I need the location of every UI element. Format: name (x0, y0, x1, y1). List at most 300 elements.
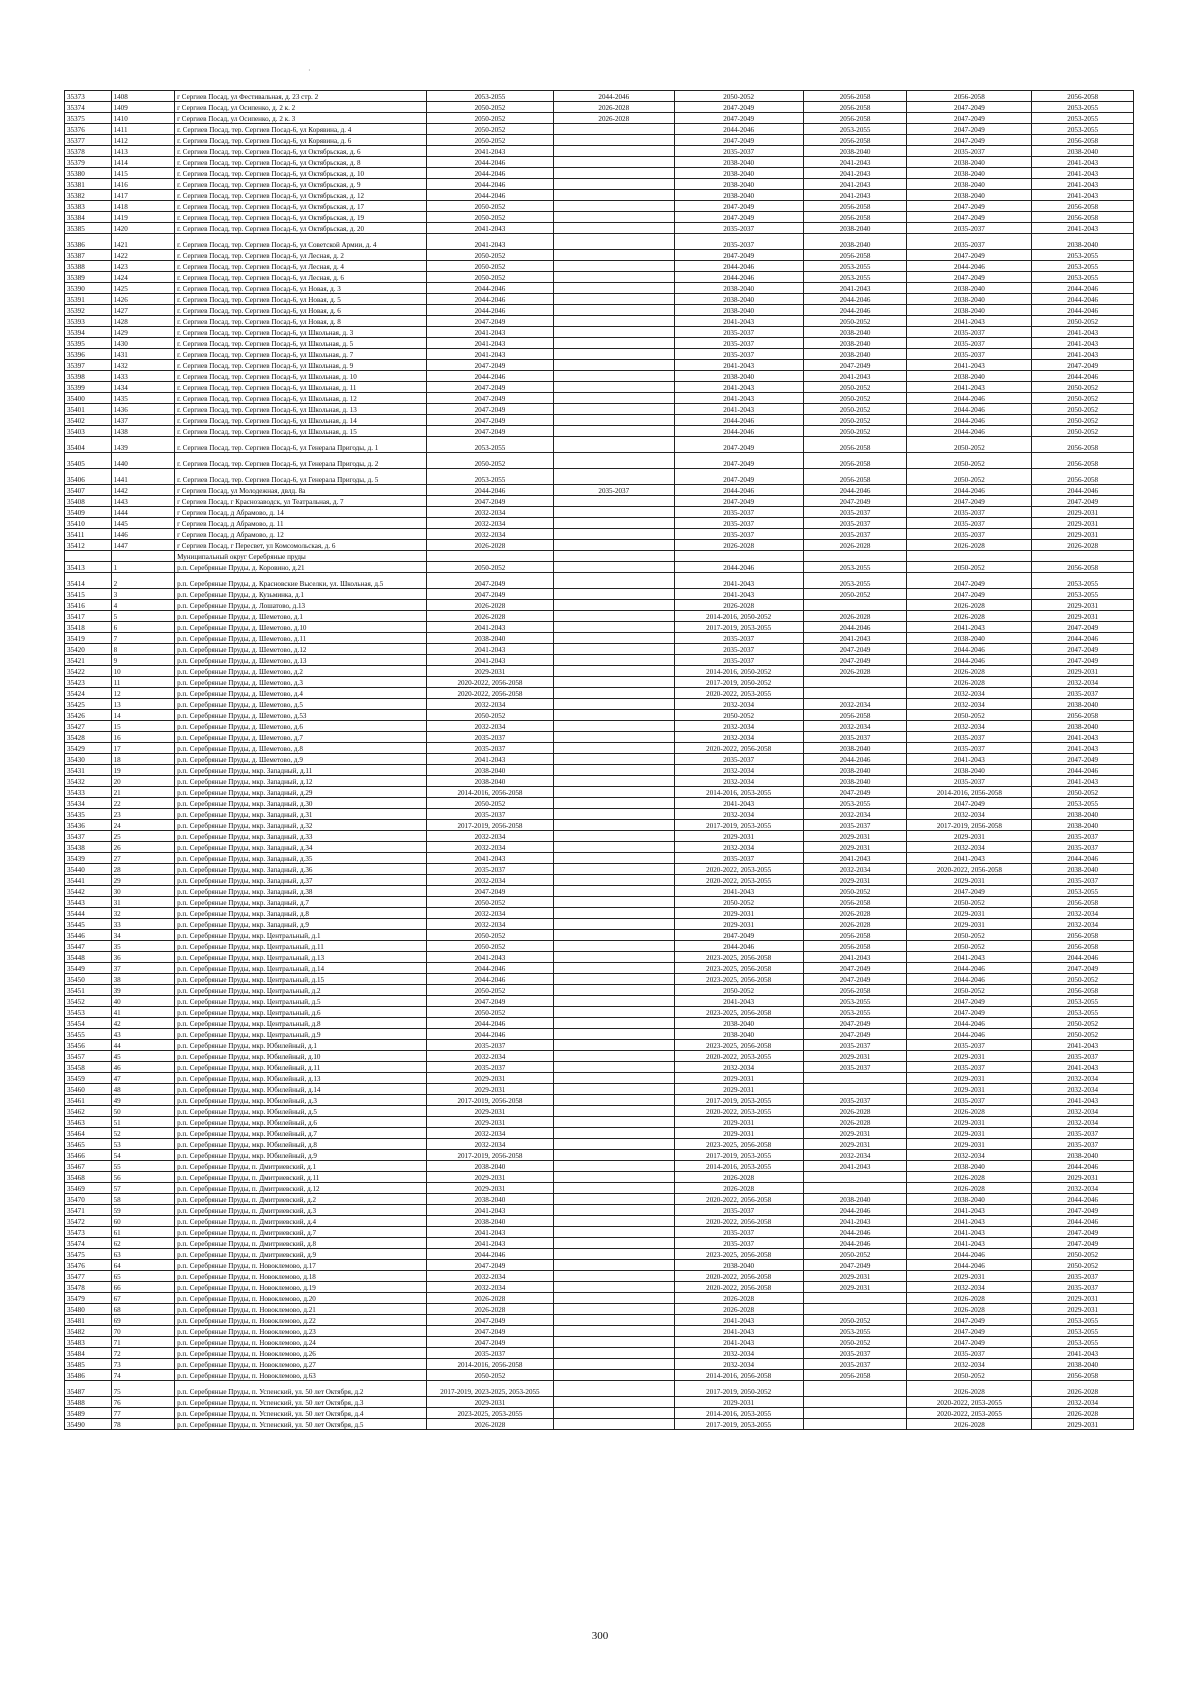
table-row (65, 1337, 1134, 1348)
cell-p6: 2047-2049 (1032, 754, 1134, 765)
cell-p4: 2026-2028 (803, 919, 907, 930)
cell-num: 30 (111, 886, 175, 897)
cell-p6: 2044-2046 (1032, 1161, 1134, 1172)
cell-num: 52 (111, 1128, 175, 1139)
cell-p6: 2029-2031 (1032, 600, 1134, 611)
cell-address: р.п. Серебряные Пруды, мкр. Юбилейный, д.9 (175, 1150, 427, 1161)
table-row (65, 393, 1134, 404)
table-row (65, 589, 1134, 600)
cell-p6: 2047-2049 (1032, 1205, 1134, 1216)
cell-id: 35479 (65, 1293, 112, 1304)
cell-p5: 2035-2037 (907, 507, 1032, 518)
cell-p5: 2047-2049 (907, 201, 1032, 212)
cell-p4: 2029-2031 (803, 1051, 907, 1062)
cell-id: 35470 (65, 1194, 112, 1205)
cell-p5 (907, 551, 1032, 562)
table-row (65, 754, 1134, 765)
cell-p1: 2050-2052 (426, 212, 553, 223)
cell-p1: 2032-2034 (426, 529, 553, 540)
cell-p1: 2041-2043 (426, 349, 553, 360)
cell-p1: 2032-2034 (426, 908, 553, 919)
cell-address: г. Сергиев Посад, тер. Сергиев Посад-6, ул Школьная, д. 9 (175, 360, 427, 371)
cell-p1: 2032-2034 (426, 1282, 553, 1293)
cell-p3: 2035-2037 (674, 754, 803, 765)
cell-address: р.п. Серебряные Пруды, п. Новоклемово, д.24 (175, 1337, 427, 1348)
cell-p4 (803, 1419, 907, 1430)
cell-p5: 2050-2052 (907, 1370, 1032, 1381)
cell-id: 35419 (65, 633, 112, 644)
cell-p5: 2035-2037 (907, 349, 1032, 360)
cell-num: 76 (111, 1397, 175, 1408)
cell-p1: 2032-2034 (426, 919, 553, 930)
cell-p6: 2050-2052 (1032, 1249, 1134, 1260)
table-row (65, 283, 1134, 294)
cell-p1: 2047-2049 (426, 360, 553, 371)
cell-num: 48 (111, 1084, 175, 1095)
cell-p4: 2044-2046 (803, 622, 907, 633)
cell-num: 37 (111, 963, 175, 974)
cell-p4: 2047-2049 (803, 496, 907, 507)
table-row (65, 919, 1134, 930)
cell-p6: 2044-2046 (1032, 1194, 1134, 1205)
table-row (65, 485, 1134, 496)
cell-p2 (553, 798, 674, 809)
cell-address: р.п. Серебряные Пруды, п. Новоклемово, д.18 (175, 1271, 427, 1282)
cell-num: 1433 (111, 371, 175, 382)
cell-num: 1424 (111, 272, 175, 283)
cell-p6: 2032-2034 (1032, 908, 1134, 919)
cell-p1: 2044-2046 (426, 371, 553, 382)
cell-num: 1426 (111, 294, 175, 305)
cell-p5: 2050-2052 (907, 453, 1032, 469)
cell-num: 1418 (111, 201, 175, 212)
cell-address: г. Сергиев Посад, тер. Сергиев Посад-6, ул Школьная, д. 14 (175, 415, 427, 426)
cell-p2 (553, 507, 674, 518)
cell-p4 (803, 1172, 907, 1183)
cell-id: 35386 (65, 234, 112, 250)
table-row (65, 426, 1134, 437)
cell-p5: 2035-2037 (907, 1095, 1032, 1106)
cell-p6: 2026-2028 (1032, 1381, 1134, 1397)
cell-p3: 2014-2016, 2050-2052 (674, 611, 803, 622)
cell-p1: 2041-2043 (426, 1238, 553, 1249)
table-row (65, 404, 1134, 415)
cell-p4 (803, 1397, 907, 1408)
cell-p6: 2035-2037 (1032, 1271, 1134, 1282)
cell-p1: 2047-2049 (426, 1260, 553, 1271)
cell-p3: 2029-2031 (674, 1128, 803, 1139)
cell-p6: 2050-2052 (1032, 426, 1134, 437)
cell-p3: 2035-2037 (674, 507, 803, 518)
cell-p5: 2032-2034 (907, 699, 1032, 710)
cell-p2 (553, 853, 674, 864)
cell-p2 (553, 721, 674, 732)
cell-num: 19 (111, 765, 175, 776)
cell-num: 26 (111, 842, 175, 853)
cell-p2 (553, 1205, 674, 1216)
cell-p5: 2038-2040 (907, 1194, 1032, 1205)
cell-p6: 2038-2040 (1032, 721, 1134, 732)
cell-num: 17 (111, 743, 175, 754)
table-row (65, 294, 1134, 305)
cell-p1: 2026-2028 (426, 1304, 553, 1315)
cell-id: 35474 (65, 1238, 112, 1249)
cell-address: г. Сергиев Посад, тер. Сергиев Посад-6, ул Октябрьская, д. 6 (175, 146, 427, 157)
cell-id: 35373 (65, 91, 112, 102)
cell-p3: 2038-2040 (674, 1029, 803, 1040)
cell-p3: 2044-2046 (674, 485, 803, 496)
cell-id: 35437 (65, 831, 112, 842)
cell-id: 35400 (65, 393, 112, 404)
cell-address: г. Сергиев Посад, тер. Сергиев Посад-6, ул Октябрьская, д. 12 (175, 190, 427, 201)
cell-p6: 2032-2034 (1032, 1073, 1134, 1084)
cell-p5: 2047-2049 (907, 272, 1032, 283)
cell-p2 (553, 179, 674, 190)
cell-p4: 2056-2058 (803, 437, 907, 453)
cell-p2 (553, 1172, 674, 1183)
cell-p6: 2044-2046 (1032, 853, 1134, 864)
cell-p1: 2026-2028 (426, 1419, 553, 1430)
cell-p2 (553, 338, 674, 349)
cell-id: 35453 (65, 1007, 112, 1018)
table-row (65, 179, 1134, 190)
cell-p2 (553, 1040, 674, 1051)
cell-p4: 2056-2058 (803, 930, 907, 941)
cell-id: 35450 (65, 974, 112, 985)
cell-p5: 2014-2016, 2056-2058 (907, 787, 1032, 798)
cell-id: 35438 (65, 842, 112, 853)
cell-p2 (553, 600, 674, 611)
cell-p3: 2029-2031 (674, 1084, 803, 1095)
cell-num: 1415 (111, 168, 175, 179)
cell-id: 35382 (65, 190, 112, 201)
table-row (65, 113, 1134, 124)
cell-p4: 2026-2028 (803, 1106, 907, 1117)
cell-p2 (553, 875, 674, 886)
register-table (64, 90, 1134, 1430)
table-row (65, 212, 1134, 223)
cell-num: 1430 (111, 338, 175, 349)
cell-num: 60 (111, 1216, 175, 1227)
cell-p1: 2035-2037 (426, 732, 553, 743)
cell-p5: 2029-2031 (907, 919, 1032, 930)
cell-p2 (553, 1238, 674, 1249)
cell-id: 35456 (65, 1040, 112, 1051)
cell-p6: 2050-2052 (1032, 1260, 1134, 1271)
cell-p6: 2050-2052 (1032, 974, 1134, 985)
cell-p3: 2029-2031 (674, 919, 803, 930)
cell-id: 35413 (65, 562, 112, 573)
cell-p2 (553, 886, 674, 897)
cell-p6: 2056-2058 (1032, 469, 1134, 485)
cell-p5: 2029-2031 (907, 908, 1032, 919)
cell-p2: 2044-2046 (553, 91, 674, 102)
cell-p3: 2035-2037 (674, 529, 803, 540)
cell-p3: 2041-2043 (674, 382, 803, 393)
cell-p1: 2050-2052 (426, 272, 553, 283)
table-row (65, 886, 1134, 897)
cell-p3: 2041-2043 (674, 316, 803, 327)
cell-address: р.п. Серебряные Пруды, мкр. Юбилейный, д.1 (175, 1040, 427, 1051)
cell-p4: 2029-2031 (803, 1271, 907, 1282)
cell-p6: 2056-2058 (1032, 437, 1134, 453)
cell-id: 35392 (65, 305, 112, 316)
cell-p1: 2041-2043 (426, 234, 553, 250)
cell-p2 (553, 518, 674, 529)
cell-p4: 2044-2046 (803, 1238, 907, 1249)
cell-p3: 2035-2037 (674, 655, 803, 666)
cell-p3: 2017-2019, 2050-2052 (674, 677, 803, 688)
cell-p3: 2041-2043 (674, 1337, 803, 1348)
cell-p5: 2047-2049 (907, 589, 1032, 600)
cell-p5: 2032-2034 (907, 721, 1032, 732)
cell-num: 1427 (111, 305, 175, 316)
table-row (65, 1348, 1134, 1359)
table-row (65, 529, 1134, 540)
cell-p6: 2053-2055 (1032, 250, 1134, 261)
cell-p2 (553, 1183, 674, 1194)
cell-p6: 2056-2058 (1032, 212, 1134, 223)
cell-address: г. Сергиев Посад, тер. Сергиев Посад-6, ул Школьная, д. 3 (175, 327, 427, 338)
cell-p6: 2056-2058 (1032, 91, 1134, 102)
cell-p6: 2050-2052 (1032, 404, 1134, 415)
cell-num: 36 (111, 952, 175, 963)
cell-id: 35440 (65, 864, 112, 875)
cell-p5: 2044-2046 (907, 393, 1032, 404)
cell-id: 35399 (65, 382, 112, 393)
cell-p6: 2047-2049 (1032, 622, 1134, 633)
cell-p3: 2020-2022, 2053-2055 (674, 875, 803, 886)
cell-p6: 2053-2055 (1032, 113, 1134, 124)
table-row (65, 190, 1134, 201)
cell-p4: 2029-2031 (803, 831, 907, 842)
cell-p6: 2047-2049 (1032, 496, 1134, 507)
table-row (65, 600, 1134, 611)
cell-p5: 2029-2031 (907, 1128, 1032, 1139)
cell-address: р.п. Серебряные Пруды, мкр. Западный, д.11 (175, 765, 427, 776)
cell-num: 1428 (111, 316, 175, 327)
cell-p6: 2029-2031 (1032, 507, 1134, 518)
table-row (65, 963, 1134, 974)
cell-p2 (553, 437, 674, 453)
cell-num: 1439 (111, 437, 175, 453)
cell-p3: 2041-2043 (674, 393, 803, 404)
cell-p3: 2032-2034 (674, 809, 803, 820)
cell-p2: 2026-2028 (553, 113, 674, 124)
cell-p3: 2047-2049 (674, 201, 803, 212)
cell-address: р.п. Серебряные Пруды, мкр. Центральный, д.1 (175, 930, 427, 941)
cell-p2 (553, 212, 674, 223)
cell-p5: 2044-2046 (907, 1260, 1032, 1271)
cell-p3: 2020-2022, 2056-2058 (674, 743, 803, 754)
cell-p5: 2038-2040 (907, 168, 1032, 179)
cell-p2 (553, 1018, 674, 1029)
cell-id: 35418 (65, 622, 112, 633)
cell-address: г. Сергиев Посад, тер. Сергиев Посад-6, ул Октябрьская, д. 10 (175, 168, 427, 179)
cell-address: р.п. Серебряные Пруды, п. Новоклемово, д.23 (175, 1326, 427, 1337)
table-row (65, 469, 1134, 485)
cell-p1: 2050-2052 (426, 562, 553, 573)
cell-p1: 2020-2022, 2056-2058 (426, 677, 553, 688)
cell-p6: 2032-2034 (1032, 1084, 1134, 1095)
cell-address: г Сергиев Посад, ул Осипенко, д. 2 к. 3 (175, 113, 427, 124)
cell-num: 12 (111, 688, 175, 699)
cell-num: 21 (111, 787, 175, 798)
cell-p6: 2029-2031 (1032, 529, 1134, 540)
cell-p6: 2038-2040 (1032, 1150, 1134, 1161)
cell-p3: 2020-2022, 2053-2055 (674, 864, 803, 875)
cell-id: 35397 (65, 360, 112, 371)
cell-p4 (803, 1304, 907, 1315)
cell-p6: 2050-2052 (1032, 787, 1134, 798)
cell-id: 35406 (65, 469, 112, 485)
cell-p4: 2056-2058 (803, 135, 907, 146)
cell-num: 1435 (111, 393, 175, 404)
cell-p5: 2026-2028 (907, 1381, 1032, 1397)
cell-id: 35478 (65, 1282, 112, 1293)
cell-p4: 2044-2046 (803, 754, 907, 765)
cell-num: 24 (111, 820, 175, 831)
cell-num: 57 (111, 1183, 175, 1194)
cell-p3: 2020-2022, 2053-2055 (674, 1106, 803, 1117)
cell-address: р.п. Серебряные Пруды, мкр. Юбилейный, д.7 (175, 1128, 427, 1139)
cell-p4: 2044-2046 (803, 1227, 907, 1238)
cell-p3: 2017-2019, 2053-2055 (674, 1095, 803, 1106)
cell-p5: 2035-2037 (907, 1348, 1032, 1359)
cell-id: 35374 (65, 102, 112, 113)
cell-p2 (553, 754, 674, 765)
cell-p1: 2047-2049 (426, 415, 553, 426)
cell-p1: 2053-2055 (426, 437, 553, 453)
cell-num: 1414 (111, 157, 175, 168)
cell-p2 (553, 688, 674, 699)
cell-id: 35391 (65, 294, 112, 305)
cell-p1: 2041-2043 (426, 952, 553, 963)
cell-p5: 2047-2049 (907, 496, 1032, 507)
cell-p4: 2050-2052 (803, 426, 907, 437)
cell-id: 35434 (65, 798, 112, 809)
cell-p4: 2047-2049 (803, 1029, 907, 1040)
table-row (65, 453, 1134, 469)
cell-p2 (553, 941, 674, 952)
cell-p1: 2044-2046 (426, 1249, 553, 1260)
table-row (65, 996, 1134, 1007)
cell-p1: 2047-2049 (426, 996, 553, 1007)
cell-p5: 2044-2046 (907, 404, 1032, 415)
cell-id: 35378 (65, 146, 112, 157)
cell-p2 (553, 1359, 674, 1370)
table-row (65, 415, 1134, 426)
cell-address: г. Сергиев Посад, тер. Сергиев Посад-6, ул Школьная, д. 11 (175, 382, 427, 393)
cell-address: р.п. Серебряные Пруды, д. Красновские Выселки, ул. Школьная, д.5 (175, 573, 427, 589)
table-row (65, 1051, 1134, 1062)
cell-p3: 2032-2034 (674, 776, 803, 787)
cell-p1: 2035-2037 (426, 1348, 553, 1359)
cell-id: 35410 (65, 518, 112, 529)
cell-p5: 2044-2046 (907, 974, 1032, 985)
cell-p4: 2038-2040 (803, 234, 907, 250)
cell-p6: 2056-2058 (1032, 941, 1134, 952)
cell-address: р.п. Серебряные Пруды, п. Успенский, ул. 50 лет Октября, д.3 (175, 1397, 427, 1408)
cell-address: г. Сергиев Посад, тер. Сергиев Посад-6, ул Генерала Пригоды, д. 5 (175, 469, 427, 485)
cell-num: 34 (111, 930, 175, 941)
cell-num: 33 (111, 919, 175, 930)
cell-p6: 2041-2043 (1032, 327, 1134, 338)
table-row (65, 864, 1134, 875)
table-row (65, 1205, 1134, 1216)
cell-p6: 2029-2031 (1032, 611, 1134, 622)
cell-p5: 2041-2043 (907, 360, 1032, 371)
cell-p3: 2026-2028 (674, 1172, 803, 1183)
table-row (65, 1227, 1134, 1238)
cell-address: р.п. Серебряные Пруды, п. Успенский, ул. 50 лет Октября, д.5 (175, 1419, 427, 1430)
cell-p6: 2056-2058 (1032, 930, 1134, 941)
cell-address: р.п. Серебряные Пруды, д. Шеметово, д.9 (175, 754, 427, 765)
cell-address: г. Сергиев Посад, тер. Сергиев Посад-6, ул Лесная, д. 2 (175, 250, 427, 261)
cell-num: 1447 (111, 540, 175, 551)
cell-p1 (426, 551, 553, 562)
table-row (65, 1419, 1134, 1430)
cell-address: р.п. Серебряные Пруды, п. Дмитриевский, д.1 (175, 1161, 427, 1172)
cell-p4: 2044-2046 (803, 485, 907, 496)
cell-p5: 2050-2052 (907, 941, 1032, 952)
cell-p4: 2056-2058 (803, 250, 907, 261)
cell-p3: 2014-2016, 2053-2055 (674, 1161, 803, 1172)
cell-p3: 2026-2028 (674, 1293, 803, 1304)
cell-p1: 2047-2049 (426, 426, 553, 437)
cell-p4: 2038-2040 (803, 146, 907, 157)
cell-address: р.п. Серебряные Пруды, мкр. Западный, д.35 (175, 853, 427, 864)
cell-p2 (553, 426, 674, 437)
cell-p1: 2026-2028 (426, 600, 553, 611)
cell-p2 (553, 809, 674, 820)
cell-num: 1423 (111, 261, 175, 272)
cell-address: р.п. Серебряные Пруды, д. Шеметово, д.4 (175, 688, 427, 699)
cell-num: 23 (111, 809, 175, 820)
cell-p2 (553, 1194, 674, 1205)
cell-p5: 2047-2049 (907, 250, 1032, 261)
cell-p5: 2026-2028 (907, 1106, 1032, 1117)
cell-address: р.п. Серебряные Пруды, п. Дмитриевский, д.7 (175, 1227, 427, 1238)
cell-p4: 2053-2055 (803, 996, 907, 1007)
cell-p5: 2041-2043 (907, 1238, 1032, 1249)
cell-p5: 2044-2046 (907, 644, 1032, 655)
cell-p2 (553, 1062, 674, 1073)
cell-p4: 2050-2052 (803, 589, 907, 600)
cell-p4 (803, 688, 907, 699)
table-row (65, 732, 1134, 743)
cell-p1: 2032-2034 (426, 1128, 553, 1139)
cell-p1: 2026-2028 (426, 540, 553, 551)
cell-address: р.п. Серебряные Пруды, п. Дмитриевский, д.4 (175, 1216, 427, 1227)
cell-p3: 2023-2025, 2056-2058 (674, 952, 803, 963)
cell-num: 1411 (111, 124, 175, 135)
cell-p5: 2029-2031 (907, 1117, 1032, 1128)
cell-p4: 2029-2031 (803, 1139, 907, 1150)
cell-p4: 2041-2043 (803, 633, 907, 644)
cell-p5: 2038-2040 (907, 633, 1032, 644)
cell-num: 1445 (111, 518, 175, 529)
cell-address: р.п. Серебряные Пруды, п. Успенский, ул. 50 лет Октября, д.2 (175, 1381, 427, 1397)
cell-p3: 2023-2025, 2056-2058 (674, 1040, 803, 1051)
cell-id: 35425 (65, 699, 112, 710)
cell-p3: 2023-2025, 2056-2058 (674, 1139, 803, 1150)
cell-p1: 2041-2043 (426, 1227, 553, 1238)
cell-p2 (553, 1029, 674, 1040)
cell-id: 35452 (65, 996, 112, 1007)
cell-p1: 2032-2034 (426, 699, 553, 710)
cell-p3: 2020-2022, 2053-2055 (674, 688, 803, 699)
